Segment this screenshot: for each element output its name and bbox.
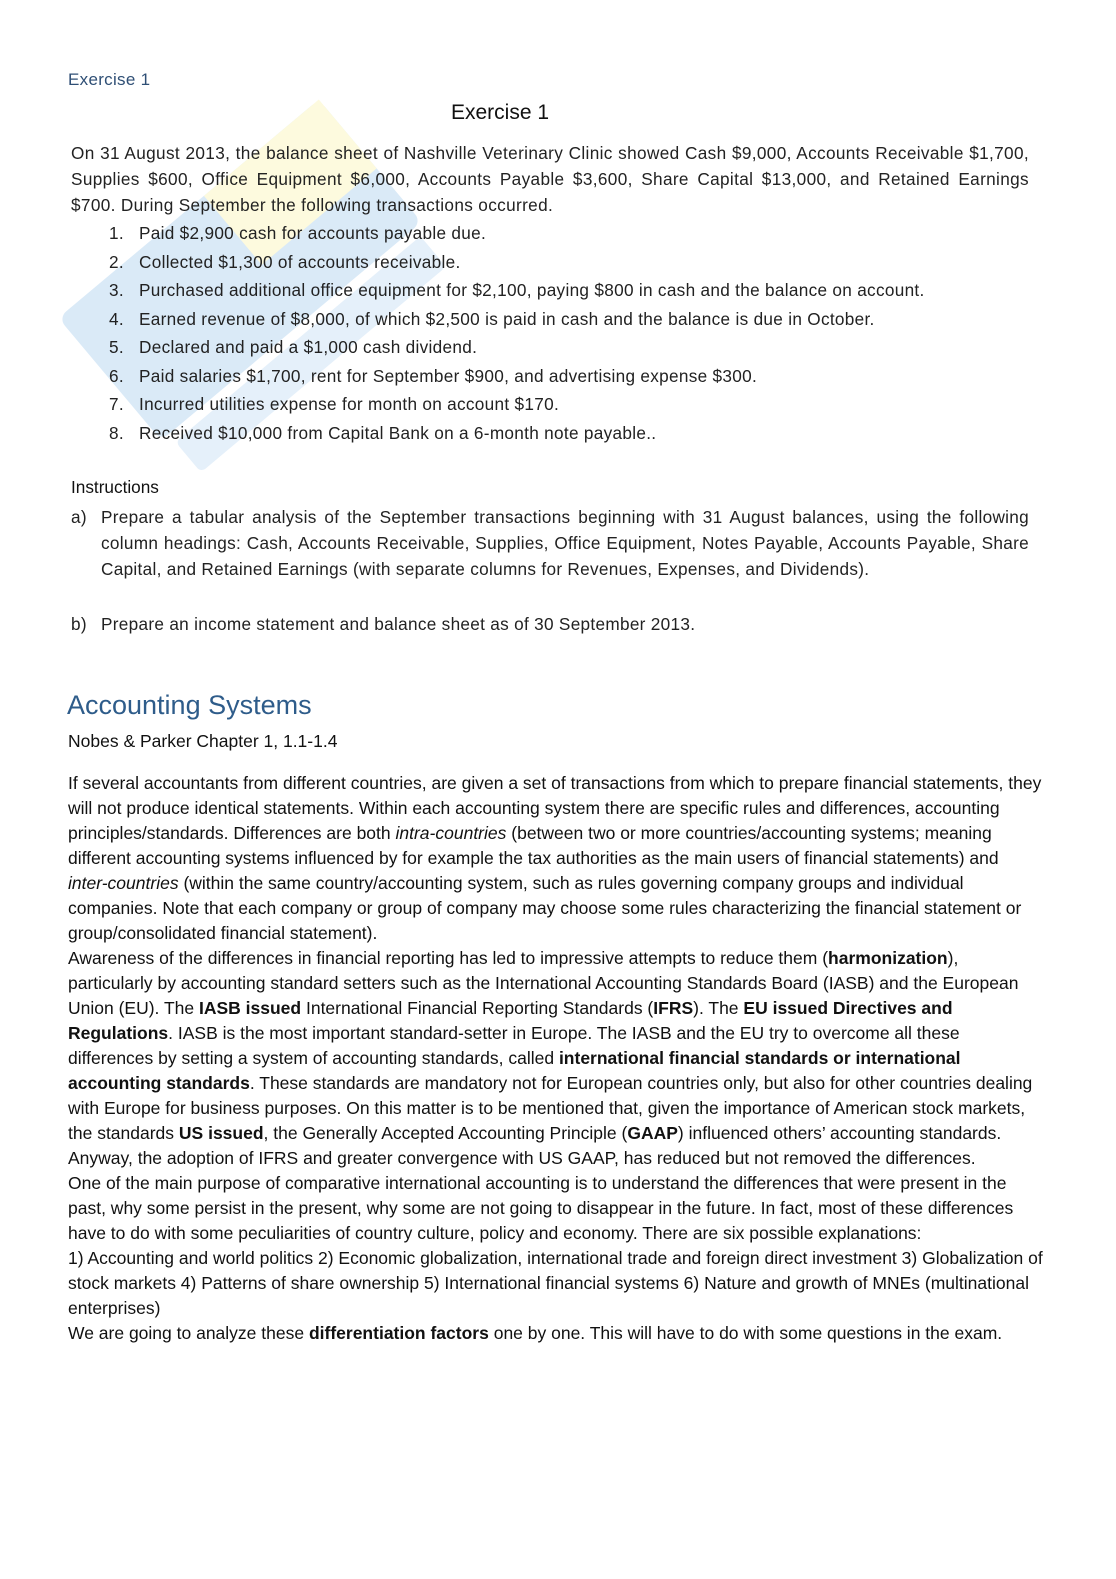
list-item: 2. Collected $1,300 of accounts receivable. xyxy=(109,251,461,272)
instruction-item-b: b) Prepare an income statement and balance sheet as of 30 September 2013. xyxy=(71,614,696,634)
paragraph: We are going to analyze these differentiation factors one by one. This will have to do with some questions in the exam. xyxy=(68,1323,1003,1343)
list-item: 5. Declared and paid a $1,000 cash dividend. xyxy=(109,337,478,357)
list-item: 6. Paid salaries $1,700, rent for September $900, and advertising expense $300. xyxy=(109,365,758,386)
instructions-title: Instructions xyxy=(71,477,159,497)
list-item: 3. Purchased additional office equipment for $2,100, paying $800 in cash and the balance on account. xyxy=(109,280,925,300)
paragraph: If several accountants from different countries, are given a set of transactions from which to prepare financial statements, they will not produce identical statements. Within each accounting system there are specific rules and differences, accounting principles/standards. Differences are both intra-countries (between two or more countries/accounting systems; meaning different accounting systems influenced by for example the tax authorities as the main users of financial statements) and inter-countries (within the same country/accounting system, such as rules governing company groups and individual companies. Note that each company or group of company may choose some rules characterizing the financial statement or group/consolidated financial statement). xyxy=(68,773,1042,943)
list-item: 4. Earned revenue of $8,000, of which $2,500 is paid in cash and the balance is due in October. xyxy=(109,308,875,329)
exercise-intro: On 31 August 2013, the balance sheet of Nashville Veterinary Clinic showed Cash $9,000, Accounts Receivable $1,700, Supplies $600, Office Equipment $6,000, Accounts Payable $3,600, Share Capital $13,000, and Retained Earnings $700. During September the following transactions occurred. xyxy=(71,143,1029,215)
list-item: 8. Received $10,000 from Capital Bank on a 6-month note payable.. xyxy=(109,422,657,443)
paragraph: Awareness of the differences in financial reporting has led to impressive attempts to reduce them (harmonization), particularly by accounting standard setters such as the International Accounting Standards Board (IASB) and the European Union (EU). The IASB issued International Financial Reporting Standards (IFRS). The EU issued Directives and Regulations. IASB is the most important standard-setter in Europe. The IASB and the EU try to overcome all these differences by setting a system of accounting standards, called international financial standards or international accounting standards. These standards are mandatory not for European countries only, but also for other countries dealing with Europe for business purposes. On this matter is to be mentioned that, given the importance of American stock markets, the standards US issued, the Generally Accepted Accounting Principle (GAAP) influenced others’ accounting standards. Anyway, the adoption of IFRS and greater convergence with US GAAP, has reduced but not removed the differences. xyxy=(68,948,1033,1168)
body-text xyxy=(68,771,1043,1346)
list-item: 7. Incurred utilities expense for month on account $170. xyxy=(109,394,560,414)
section-subheading: Nobes & Parker Chapter 1, 1.1-1.4 xyxy=(68,731,338,751)
list-item: 1. Paid $2,900 cash for accounts payable due. xyxy=(109,223,487,243)
exercise-title: Exercise 1 xyxy=(450,101,550,124)
paragraph: One of the main purpose of comparative international accounting is to understand the differences that were present in the past, why some persist in the present, why some are not going to disappear in the future. In fact, most of these differences have to do with some peculiarities of country culture, policy and economy. There are six possible explanations: xyxy=(68,1173,1014,1243)
section-heading: Accounting Systems xyxy=(67,690,312,720)
page-header-label: Exercise 1 xyxy=(68,70,151,89)
transaction-list xyxy=(71,219,1031,447)
instruction-item-a: a) Prepare a tabular analysis of the September transactions beginning with 31 August balances, using the following column headings: Cash, Accounts Receivable, Supplies, Office Equipment, Notes Payable, Accounts Payable, Share Capital, and Retained Earnings (with separate columns for Revenues, Expenses, and Dividends). xyxy=(71,507,1029,579)
paragraph: 1) Accounting and world politics 2) Economic globalization, international trade and foreign direct investment 3) Globalization of stock markets 4) Patterns of share ownership 5) International financial systems 6) Nature and growth of MNEs (multinational enterprises) xyxy=(68,1248,1043,1318)
